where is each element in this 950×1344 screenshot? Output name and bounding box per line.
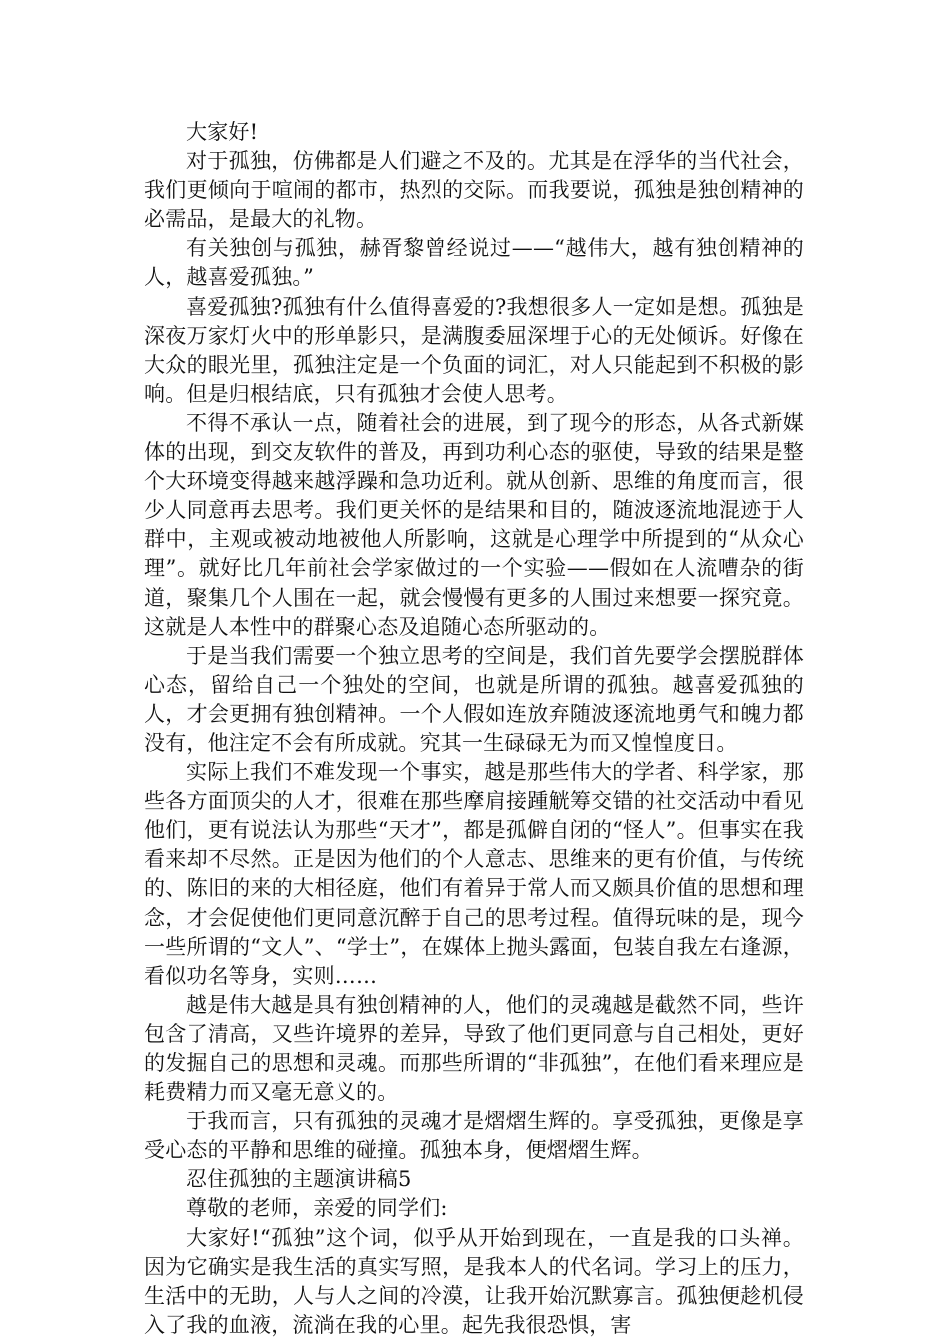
paragraph: 于是当我们需要一个独立思考的空间是，我们首先要学会摆脱群体心态，留给自己一个独处的空间，也就是所谓的孤独。越喜爱孤独的人，才会更拥有独创精神。一个人假如连放弃随波逐流地勇气和魄力都没有，他注定不会有所成就。究其一生碌碌无为而又惶惶度日。 <box>144 643 804 755</box>
paragraph: 大家好!“孤独”这个词，似乎从开始到现在，一直是我的口头禅。因为它确实是我生活的真实写照，是我本人的代名词。学习上的压力，生活中的无助，人与人之间的冷漠，让我开始沉默寡言。孤独便趁机侵入了我的血液，流淌在我的心里。起先我很恐惧，害 <box>144 1225 804 1337</box>
document-body <box>144 118 804 1340</box>
paragraph: 实际上我们不难发现一个事实，越是那些伟大的学者、科学家，那些各方面顶尖的人才，很难在那些摩肩接踵觥筹交错的社交活动中看见他们，更有说法认为那些“天才”，都是孤僻自闭的“怪人”。但事实在我看来却不尽然。正是因为他们的个人意志、思维来的更有价值，与传统的、陈旧的来的大相径庭，他们有着异于常人而又颇具价值的思想和理念，才会促使他们更同意沉醉于自己的思考过程。值得玩味的是，现今一些所谓的“文人”、“学士”，在媒体上抛头露面，包装自我左右逢源，看似功名等身，实则…… <box>144 760 804 988</box>
paragraph: 于我而言，只有孤独的灵魂才是熠熠生辉的。享受孤独，更像是享受心态的平静和思维的碰撞。孤独本身，便熠熠生辉。 <box>144 1109 804 1163</box>
paragraph: 有关独创与孤独，赫胥黎曾经说过——“越伟大，越有独创精神的人，越喜爱孤独。” <box>144 236 804 290</box>
salutation: 尊敬的老师，亲爱的同学们: <box>186 1196 448 1221</box>
paragraph: 越是伟大越是具有独创精神的人，他们的灵魂越是截然不同，些许包含了清高，又些许境界的差异，导致了他们更同意与自己相处，更好的发掘自己的思想和灵魂。而那些所谓的“非孤独”，在他们看来理应是耗费精力而又毫无意义的。 <box>144 992 804 1105</box>
paragraph: 不得不承认一点，随着社会的进展，到了现今的形态，从各式新媒体的出现，到交友软件的普及，再到功利心态的驱使，导致的结果是整个大环境变得越来越浮躁和急功近利。就从创新、思维的角度而言，很少人同意再去思考。我们更关怀的是结果和目的，随波逐流地混迹于人群中，主观或被动地被他人所影响，这就是心理学中所提到的“从众心理”。就好比几年前社会学家做过的一个实验——假如在人流嘈杂的街道，聚集几个人围在一起，就会慢慢有更多的人围过来想要一探究竟。这就是人本性中的群聚心态及追随心态所驱动的。 <box>144 410 804 639</box>
paragraph: 喜爱孤独?孤独有什么值得喜爱的?我想很多人一定如是想。孤独是深夜万家灯火中的形单影只，是满腹委屈深埋于心的无处倾诉。好像在大众的眼光里，孤独注定是一个负面的词汇，对人只能起到不积极的影响。但是归根结底，只有孤独才会使人思考。 <box>144 294 804 406</box>
paragraph: 对于孤独，仿佛都是人们避之不及的。尤其是在浮华的当代社会，我们更倾向于喧闹的都市，热烈的交际。而我要说，孤独是独创精神的必需品，是最大的礼物。 <box>144 149 804 232</box>
section-title: 忍住孤独的主题演讲稿5 <box>186 1167 412 1192</box>
paragraph-greeting: 大家好! <box>186 120 259 144</box>
